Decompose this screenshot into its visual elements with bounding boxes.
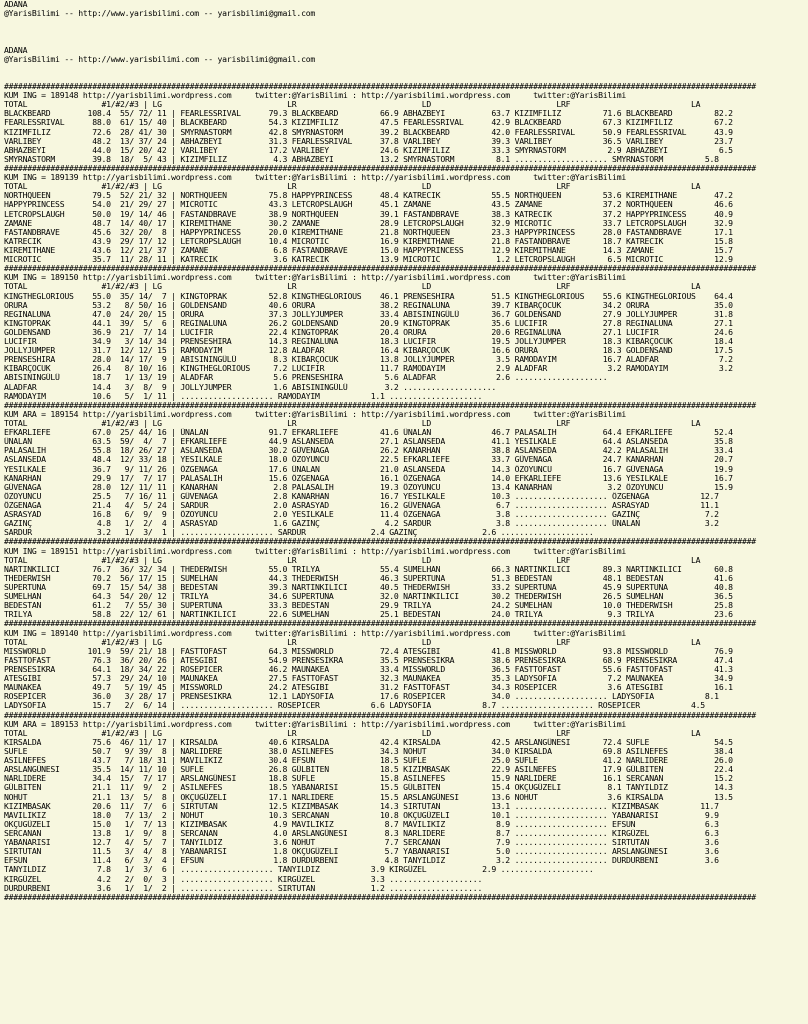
column-header: TOTAL #1/#2/#3 | LG LR LD LRF LA [4,100,701,110]
result-row: MAVILIKIZ 18.0 7/ 13/ 2 | NOHUT 10.3 SERCANAN 10.8 OKÇUGÜZELI 10.1 .................... YABANARISI 9.9 [4,810,719,820]
result-row: ABHAZBEYI 44.0 15/ 20/ 42 | VARLIBEY 17.2 VARLIBEY 24.6 KIZIMFILIZ 33.3 SMYRNASTORM 2.9 ABHAZBEYI 6.5 [4,145,733,155]
result-row: GOLDENSAND 36.9 21/ 7/ 14 | LUCIFIR 22.4 KINGTOPRAK 20.4 ORURA 20.6 REGINALUNA 27.1 LUCIFIR 24.6 [4,327,733,337]
result-row: KIBARÇOCUK 26.4 8/ 10/ 16 | KINGTHEGLORIOUS 7.2 LUCIFIR 11.7 RAMODAYIM 2.9 ALADFAR 3.2 RAMODAYIM 3.2 [4,364,733,374]
result-row: PRENSESHIRA 28.0 14/ 17/ 9 | ABISININGÜLÜ 8.3 KIBARÇOCUK 13.8 JOLLYJUMPER 3.5 RAMODAYIM 16.7 ALADFAR 7.2 [4,355,733,365]
result-row: ÖZOYUNCU 25.5 7/ 16/ 11 | GÜVENAGA 2.8 KANARHAN 16.7 YESILKALE 10.3 .................... ÖZGENAGA 12.7 [4,491,719,501]
result-row: ORURA 53.2 8/ 50/ 16 | GOLDENSAND 40.6 ORURA 38.2 REGINALUNA 39.7 KIBARÇOCUK 34.2 ORURA 35.0 [4,300,733,310]
result-row: ÖZGENAGA 21.4 4/ 5/ 24 | SARDUR 2.0 ASRASYAD 16.2 GÜVENAGA 6.7 .................... ASRASYAD 11.1 [4,501,719,511]
column-header: TOTAL #1/#2/#3 | LG LR LD LRF LA [4,555,701,565]
result-row: SARDUR 3.2 1/ 3/ 1 | .................... SARDUR 2.4 GAZINÇ 2.6 .................... [4,528,594,538]
result-row: ÜNALAN 63.5 59/ 4/ 7 | EFKARLIEFE 44.9 ASLANSEDA 27.1 ASLANSEDA 41.1 YESILKALE 64.4 ASLANSEDA 35.8 [4,437,733,447]
result-row: LADYSOFIA 15.7 2/ 6/ 14 | .................... ROSEPICER 6.6 LADYSOFIA 8.7 .................... ROSEPICER 4.5 [4,701,705,711]
result-row: TANYILDIZ 7.8 1/ 3/ 6 | .................... TANYILDIZ 3.9 KIRGÜZEL 2.9 .................... [4,865,594,875]
result-row: LUCIFIR 34.9 3/ 14/ 34 | PRENSESHIRA 14.3 REGINALUNA 18.3 LUCIFIR 19.5 JOLLYJUMPER 18.3 KIBARÇOCUK 18.4 [4,337,733,347]
result-row: MISSWORLD 101.9 59/ 21/ 18 | FASTTOFAST 64.3 MISSWORLD 72.4 ATESGIBI 41.8 MISSWORLD 93.8 MISSWORLD 76.9 [4,646,733,656]
race-title: KUM ING = 189150 http://yarisbilimi.wordpress.com twitter:@YarisBilimi : http://yarisbilimi.wordpress.com twitter:@YarisBilimi [4,273,626,283]
race-title: KUM ING = 189148 http://yarisbilimi.wordpress.com twitter:@YarisBilimi : http://yarisbilimi.wordpress.com twitter:@YarisBilimi [4,91,626,101]
header-line: ADANA [4,0,28,9]
result-row: KIREMITHANE 43.6 12/ 21/ 37 | ZAMANE 6.8 FASTANDBRAVE 15.0 HAPPYPRINCESS 12.9 KIREMITHANE 14.3 ZAMANE 15.7 [4,245,733,255]
separator-line: ################################################################################################################################################################## [4,892,756,902]
race-title: KUM ING = 189140 http://yarisbilimi.wordpress.com twitter:@YarisBilimi : http://yarisbilimi.wordpress.com twitter:@YarisBilimi [4,628,626,638]
result-row: SUPERTUNA 69.7 15/ 54/ 38 | BEDESTAN 39.3 NARTINKILICI 40.5 THEDERWISH 33.2 SUPERTUNA 45.9 SUPERTUNA 40.8 [4,583,733,592]
header-line [4,36,808,45]
result-row: NARLIDERE 34.4 15/ 7/ 17 | ARSLANGÜNESI 18.8 SUFLE 15.8 ASILNEFES 15.9 NARLIDERE 16.1 SERCANAN 15.2 [4,774,733,784]
column-header: TOTAL #1/#2/#3 | LG LR LD LRF LA [4,728,701,738]
result-row: DURDURBENI 3.6 1/ 1/ 2 | .................... SIRTUTAN 1.2 .................... [4,883,483,893]
result-row: SUFLE 50.7 9/ 39/ 8 | NARLIDERE 38.0 ASILNEFES 34.3 NOHUT 34.0 KIRSALDA 69.8 ASILNEFES 38.4 [4,746,733,756]
result-row: ATESGIBI 57.3 29/ 24/ 10 | MAUNAKEA 27.5 FASTTOFAST 32.3 MAUNAKEA 35.3 LADYSOFIA 7.2 MAUNAKEA 34.9 [4,674,733,684]
result-row: EFSUN 11.4 6/ 3/ 4 | EFSUN 1.8 DURDURBENI 4.8 TANYILDIZ 3.2 .................... DURDURBENI 3.6 [4,856,719,866]
result-row: GAZINÇ 4.8 1/ 2/ 4 | ASRASYAD 1.6 GAZINÇ 4.2 SARDUR 3.8 .................... ÜNALAN 3.2 [4,519,719,529]
result-row: ABISININGÜLÜ 18.7 1/ 13/ 19 | ALADFAR 5.6 PRENSESHIRA 5.6 ALADFAR 2.6 .................... [4,373,608,383]
result-row: ARSLANGÜNESI 35.5 14/ 11/ 10 | SUFLE 26.8 GÜLBITEN 18.5 KIZIMBASAK 22.9 ASILNEFES 17.9 GÜLBITEN 22.4 [4,765,733,775]
result-row: SUMELHAN 64.3 54/ 20/ 12 | TRILYA 34.6 SUPERTUNA 32.0 NARTINKILICI 30.2 THEDERWISH 26.5 SUMELHAN 36.5 [4,592,733,602]
separator-line: ################################################################################################################################################################## [4,81,756,91]
result-row: LETCROPSLAUGH 50.0 19/ 14/ 46 | FASTANDBRAVE 38.9 NORTHQUEEN 39.1 FASTANDBRAVE 38.3 KATRECIK 37.2 HAPPYPRINCESS 40.9 [4,209,733,219]
race-title: KUM ING = 189139 http://yarisbilimi.wordpress.com twitter:@YarisBilimi : http://yarisbilimi.wordpress.com twitter:@YarisBilimi [4,173,626,183]
column-header: TOTAL #1/#2/#3 | LG LR LD LRF LA [4,282,701,292]
result-row: EFKARLIEFE 67.0 25/ 44/ 16 | ÜNALAN 91.7 EFKARLIEFE 41.6 ÜNALAN 46.7 PALASALIH 64.4 EFKARLIEFE 52.4 [4,428,733,438]
result-row: FASTANDBRAVE 45.6 32/ 20/ 8 | HAPPYPRINCESS 20.0 KIREMITHANE 21.8 NORTHQUEEN 23.3 HAPPYPRINCESS 28.0 FASTANDBRAVE 17.1 [4,227,733,237]
result-row: ZAMANE 48.7 14/ 40/ 17 | KIREMITHANE 30.2 ZAMANE 28.9 LETCROPSLAUGH 32.9 MICROTIC 33.7 LETCROPSLAUGH 32.9 [4,218,733,228]
result-row: GÜVENAGA 28.0 12/ 11/ 11 | KANARHAN 2.8 PALASALIH 19.3 ÖZOYUNCU 13.4 KANARHAN 3.2 ÖZOYUNCU 15.9 [4,482,733,492]
header-line: @YarisBilimi -- http://www.yarisbilimi.com -- yarisbilimi@gmail.com [4,54,315,64]
result-row: BEDESTAN 61.2 7/ 55/ 30 | SUPERTUNA 33.3 BEDESTAN 29.9 TRILYA 24.2 SUMELHAN 10.0 THEDERWISH 25.8 [4,601,733,611]
race-title: KUM ARA = 189153 http://yarisbilimi.wordpress.com twitter:@YarisBilimi : http://yarisbilimi.wordpress.com twitter:@YarisBilimi [4,719,626,729]
race-title: KUM ING = 189151 http://yarisbilimi.wordpress.com twitter:@YarisBilimi : http://yarisbilimi.wordpress.com twitter:@YarisBilimi [4,546,626,556]
result-row: OKÇUGÜZELI 15.0 1/ 7/ 13 | KIZIMBASAK 4.9 MAVILIKIZ 8.7 MAVILIKIZ 8.9 .................... EFSUN 6.3 [4,819,719,829]
header-line [4,27,808,36]
result-row: ROSEPICER 36.0 3/ 28/ 17 | PRENSESIKRA 12.1 LADYSOFIA 17.6 ROSEPICER 34.0 .................... LADYSOFIA 8.1 [4,692,719,702]
result-row: KINGTHEGLORIOUS 55.0 35/ 14/ 7 | KINGTOPRAK 52.8 KINGTHEGLORIOUS 46.1 PRENSESHIRA 51.5 KINGTHEGLORIOUS 55.6 KINGTHEGLORIOUS 64.4 [4,291,733,301]
header-line: ADANA [4,45,28,55]
result-row: KIZIMFILIZ 72.6 28/ 41/ 30 | SMYRNASTORM 42.8 SMYRNASTORM 39.2 BLACKBEARD 42.0 FEARLESSRIVAL 50.9 FEARLESSRIVAL 43.9 [4,127,733,137]
result-row: VARLIBEY 48.2 13/ 37/ 24 | ABHAZBEYI 31.3 FEARLESSRIVAL 37.8 VARLIBEY 39.3 VARLIBEY 36.5 VARLIBEY 23.7 [4,136,733,146]
result-row: NORTHQUEEN 79.5 52/ 21/ 32 | NORTHQUEEN 75.8 HAPPYPRINCESS 48.4 KATRECIK 55.5 NORTHQUEEN 53.6 KIREMITHANE 47.2 [4,191,733,201]
result-row: SMYRNASTORM 39.8 18/ 5/ 43 | KIZIMFILIZ 4.3 ABHAZBEYI 13.2 SMYRNASTORM 8.1 .................... SMYRNASTORM 5.8 [4,154,719,164]
column-header: TOTAL #1/#2/#3 | LG LR LD LRF LA [4,182,701,192]
result-row: REGINALUNA 47.0 24/ 20/ 15 | ORURA 37.3 JOLLYJUMPER 33.4 ABISININGÜLÜ 36.7 GOLDENSAND 27.9 JOLLYJUMPER 31.8 [4,309,733,319]
header-line [4,18,808,27]
separator-line: ################################################################################################################################################################## [4,163,756,173]
result-row: JOLLYJUMPER 31.7 12/ 12/ 15 | RAMODAYIM 12.8 ALADFAR 16.4 KIBARÇOCUK 16.6 ORURA 18.3 GOLDENSAND 17.5 [4,346,733,356]
result-row: FASTTOFAST 76.3 36/ 20/ 26 | ATESGIBI 54.9 PRENSESIKRA 35.5 PRENSESIKRA 38.6 PRENSESIKRA 68.9 PRENSESIKRA 47.4 [4,655,733,665]
separator-line: ################################################################################################################################################################## [4,537,756,547]
result-row: TRILYA 58.8 22/ 12/ 61 | NARTINKILICI 22.6 SUMELHAN 25.1 BEDESTAN 24.0 TRILYA 9.3 TRILYA 23.6 [4,610,733,620]
results-document [4,0,808,902]
result-row: ASILNEFES 43.7 7/ 18/ 31 | MAVILIKIZ 30.4 EFSUN 18.5 SUFLE 25.0 SUFLE 41.2 NARLIDERE 26.0 [4,756,733,766]
result-row: KIZIMBASAK 20.6 11/ 7/ 6 | SIRTUTAN 12.5 KIZIMBASAK 14.3 SIRTUTAN 13.1 .................... KIZIMBASAK 11.7 [4,801,719,811]
result-row: KIRGÜZEL 4.2 2/ 0/ 3 | .................... KIRGÜZEL 3.3 .................... [4,874,483,884]
result-row: PALASALIH 55.8 18/ 26/ 27 | ASLANSEDA 30.2 GÜVENAGA 26.2 KANARHAN 38.8 ASLANSEDA 42.2 PALASALIH 33.4 [4,446,733,456]
column-header: TOTAL #1/#2/#3 | LG LR LD LRF LA [4,419,701,429]
result-row: SERCANAN 13.8 1/ 9/ 8 | SERCANAN 4.0 ARSLANGÜNESI 8.3 NARLIDERE 8.7 .................... KIRGÜZEL 6.3 [4,828,719,838]
result-row: BLACKBEARD 108.4 55/ 72/ 11 | FEARLESSRIVAL 79.3 BLACKBEARD 66.9 ABHAZBEYI 63.7 KIZIMFILIZ 71.6 BLACKBEARD 82.2 [4,109,733,119]
result-row: MAUNAKEA 49.7 5/ 19/ 45 | MISSWORLD 24.2 ATESGIBI 31.2 FASTTOFAST 34.3 ROSEPICER 3.6 ATESGIBI 16.1 [4,683,733,693]
separator-line: ################################################################################################################################################################## [4,400,756,410]
result-row: KINGTOPRAK 44.1 39/ 5/ 6 | REGINALUNA 26.2 GOLDENSAND 20.9 KINGTOPRAK 35.6 LUCIFIR 27.8 REGINALUNA 27.1 [4,318,733,328]
result-row: THEDERWISH 70.2 56/ 17/ 15 | SUMELHAN 44.3 THEDERWISH 46.3 SUPERTUNA 51.3 BEDESTAN 48.1 BEDESTAN 41.6 [4,573,733,583]
result-row: KANARHAN 29.9 17/ 7/ 17 | PALASALIH 15.6 ÖZGENAGA 16.1 ÖZGENAGA 14.0 EFKARLIEFE 13.6 YESILKALE 16.7 [4,473,733,483]
result-row: FEARLESSRIVAL 88.0 61/ 15/ 40 | BLACKBEARD 54.3 KIZIMFILIZ 47.5 FEARLESSRIVAL 42.9 BLACKBEARD 67.3 KIZIMFILIZ 67.2 [4,118,733,128]
separator-line: ################################################################################################################################################################## [4,264,756,274]
result-row: MICROTIC 35.7 11/ 28/ 11 | KATRECIK 3.6 KATRECIK 13.9 MICROTIC 1.2 LETCROPSLAUGH 6.5 MICROTIC 12.9 [4,255,733,265]
result-row: HAPPYPRINCESS 54.0 21/ 29/ 27 | MICROTIC 43.3 LETCROPSLAUGH 45.1 ZAMANE 43.5 ZAMANE 37.2 NORTHQUEEN 46.6 [4,200,733,210]
result-row: NARTINKILICI 76.7 36/ 32/ 34 | THEDERWISH 55.0 TRILYA 55.4 SUMELHAN 66.3 NARTINKILICI 89.3 NARTINKILICI 60.8 [4,564,733,574]
result-row: NOHUT 21.1 13/ 5/ 8 | OKÇUGÜZELI 17.1 NARLIDERE 15.5 ARSLANGÜNESI 13.6 NOHUT 3.6 KIRSALDA 13.5 [4,792,733,802]
result-row: KIRSALDA 75.6 46/ 11/ 17 | KIRSALDA 40.6 KIRSALDA 42.4 KIRSALDA 42.5 ARSLANGÜNESI 72.4 SUFLE 54.5 [4,737,733,747]
column-header: TOTAL #1/#2/#3 | LG LR LD LRF LA [4,637,701,647]
result-row: ASRASYAD 16.8 6/ 9/ 9 | ÖZOYUNCU 2.0 YESILKALE 11.4 ÖZGENAGA 3.8 .................... GAZINÇ 7.2 [4,510,719,520]
result-row: YESILKALE 36.7 9/ 11/ 26 | ÖZGENAGA 17.6 ÜNALAN 21.0 ASLANSEDA 14.3 ÖZOYUNCU 16.7 GÜVENAGA 19.9 [4,464,733,474]
result-row: ASLANSEDA 48.4 12/ 33/ 18 | YESILKALE 18.0 ÖZOYUNCU 22.5 EFKARLIEFE 33.7 GÜVENAGA 24.7 KANARHAN 20.7 [4,455,733,465]
result-row: KATRECIK 43.9 29/ 17/ 12 | LETCROPSLAUGH 10.4 MICROTIC 16.9 KIREMITHANE 21.8 FASTANDBRAVE 18.7 KATRECIK 15.8 [4,236,733,246]
result-row: PRENSESIKRA 64.1 18/ 34/ 22 | ROSEPICER 46.2 MAUNAKEA 33.4 MISSWORLD 36.5 FASTTOFAST 55.6 FASTTOFAST 41.3 [4,664,733,674]
separator-line: ################################################################################################################################################################## [4,619,756,629]
header-line [4,64,808,73]
result-row: GÜLBITEN 21.1 11/ 9/ 2 | ASILNEFES 18.5 YABANARISI 15.5 GÜLBITEN 15.4 OKÇUGÜZELI 8.1 TANYILDIZ 14.3 [4,783,733,793]
result-row: ALADFAR 14.4 3/ 8/ 9 | JOLLYJUMPER 1.6 ABISININGÜLÜ 3.2 .................... [4,382,497,392]
separator-line: ################################################################################################################################################################## [4,710,756,720]
result-row: YABANARISI 12.7 4/ 5/ 7 | TANYILDIZ 3.6 NOHUT 7.7 SERCANAN 7.9 .................... SIRTUTAN 3.6 [4,838,719,848]
header-line: @YarisBilimi -- http://www.yarisbilimi.com -- yarisbilimi@gmail.com [4,9,315,19]
header-line [4,73,808,82]
result-row: RAMODAYIM 10.6 5/ 1/ 11 | .................... RAMODAYIM 1.1 .................... [4,391,483,401]
race-title: KUM ARA = 189154 http://yarisbilimi.wordpress.com twitter:@YarisBilimi : http://yarisbilimi.wordpress.com twitter:@YarisBilimi [4,409,626,419]
result-row: SIRTUTAN 11.5 3/ 4/ 8 | YABANARISI 1.8 OKÇUGÜZELI 5.7 YABANARISI 5.0 .................... ARSLANGÜNESI 3.6 [4,847,719,857]
